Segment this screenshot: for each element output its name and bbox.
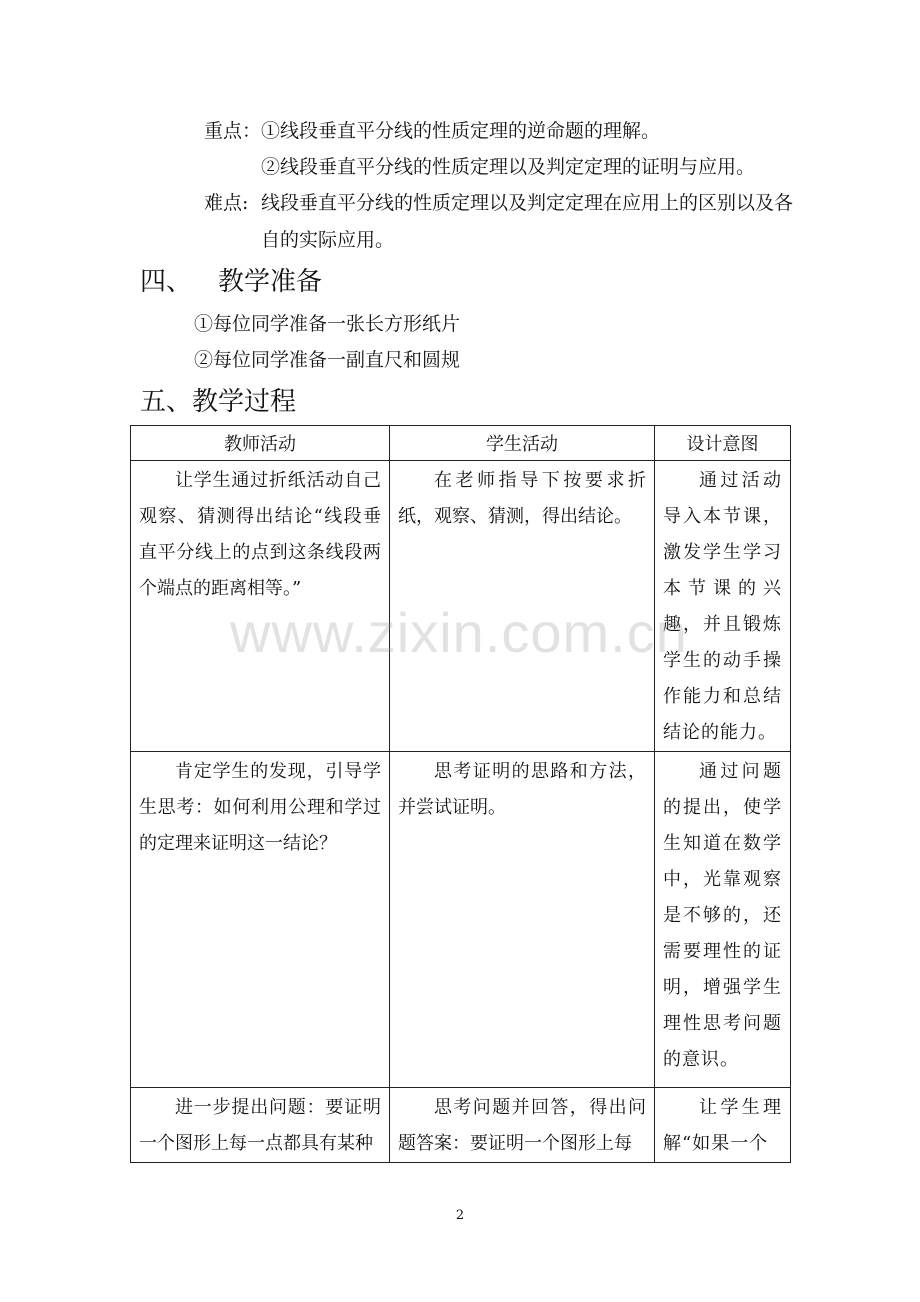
difficulty-text-1: 线段垂直平分线的性质定理以及判定定理在应用上的区别以及各	[261, 192, 794, 214]
student-activity-cell: 思考证明的思路和方法，并尝试证明。	[390, 752, 655, 1088]
header-student-activity: 学生活动	[390, 426, 655, 461]
focus-line-1	[204, 119, 660, 143]
table-header-row	[131, 426, 791, 461]
watermark: www.zixin.com.cn	[230, 601, 688, 664]
prep-item-2: ②每位同学准备一副直尺和圆规	[194, 349, 461, 371]
section-4-number: 四、	[140, 267, 193, 297]
prep-item-1: ①每位同学准备一张长方形纸片	[194, 313, 461, 335]
design-intent-cell: 通过活动导入本节课，激发学生学习本节课的兴趣，并且锻炼学生的动手操作能力和总结结论的能力。	[655, 461, 791, 752]
header-teacher-activity: 教师活动	[131, 426, 390, 461]
page-number: 2	[455, 1208, 465, 1223]
teacher-activity-cell: 肯定学生的发现，引导学生思考：如何利用公理和学过的定理来证明这一结论？	[131, 752, 390, 1088]
header-design-intent: 设计意图	[655, 426, 791, 461]
student-activity-cell: 思考问题并回答，得出问题答案：要证明一个图形上每	[390, 1088, 655, 1163]
section-5-heading: 五、教学过程	[140, 387, 297, 417]
section-4-title: 教学准备	[218, 267, 323, 297]
teaching-process-table	[130, 425, 791, 1163]
difficulty-label: 难点:	[204, 192, 249, 214]
teacher-activity-cell: 让学生通过折纸活动自己观察、猜测得出结论“线段垂直平分线上的点到这条线段两个端点的距离相等。”	[131, 461, 390, 752]
difficulty-text-2: 自的实际应用。	[261, 229, 395, 251]
focus-item-1: ①线段垂直平分线的性质定理的逆命题的理解。	[261, 120, 661, 142]
focus-label: 重点：	[204, 120, 262, 142]
difficulty-line-1	[204, 191, 248, 215]
focus-item-2: ②线段垂直平分线的性质定理以及判定定理的证明与应用。	[261, 156, 756, 178]
design-intent-cell: 通过问题的提出，使学生知道在数学中，光靠观察是不够的，还需要理性的证明，增强学生理性思考问题的意识。	[655, 752, 791, 1088]
design-intent-cell: 让学生理解“如果一个	[655, 1088, 791, 1163]
table-row	[131, 1088, 791, 1163]
student-activity-cell: 在老师指导下按要求折纸，观察、猜测，得出结论。	[390, 461, 655, 752]
table-row	[131, 461, 791, 752]
table-row	[131, 752, 791, 1088]
section-4-heading	[140, 266, 322, 298]
teacher-activity-cell: 进一步提出问题：要证明一个图形上每一点都具有某种	[131, 1088, 390, 1163]
